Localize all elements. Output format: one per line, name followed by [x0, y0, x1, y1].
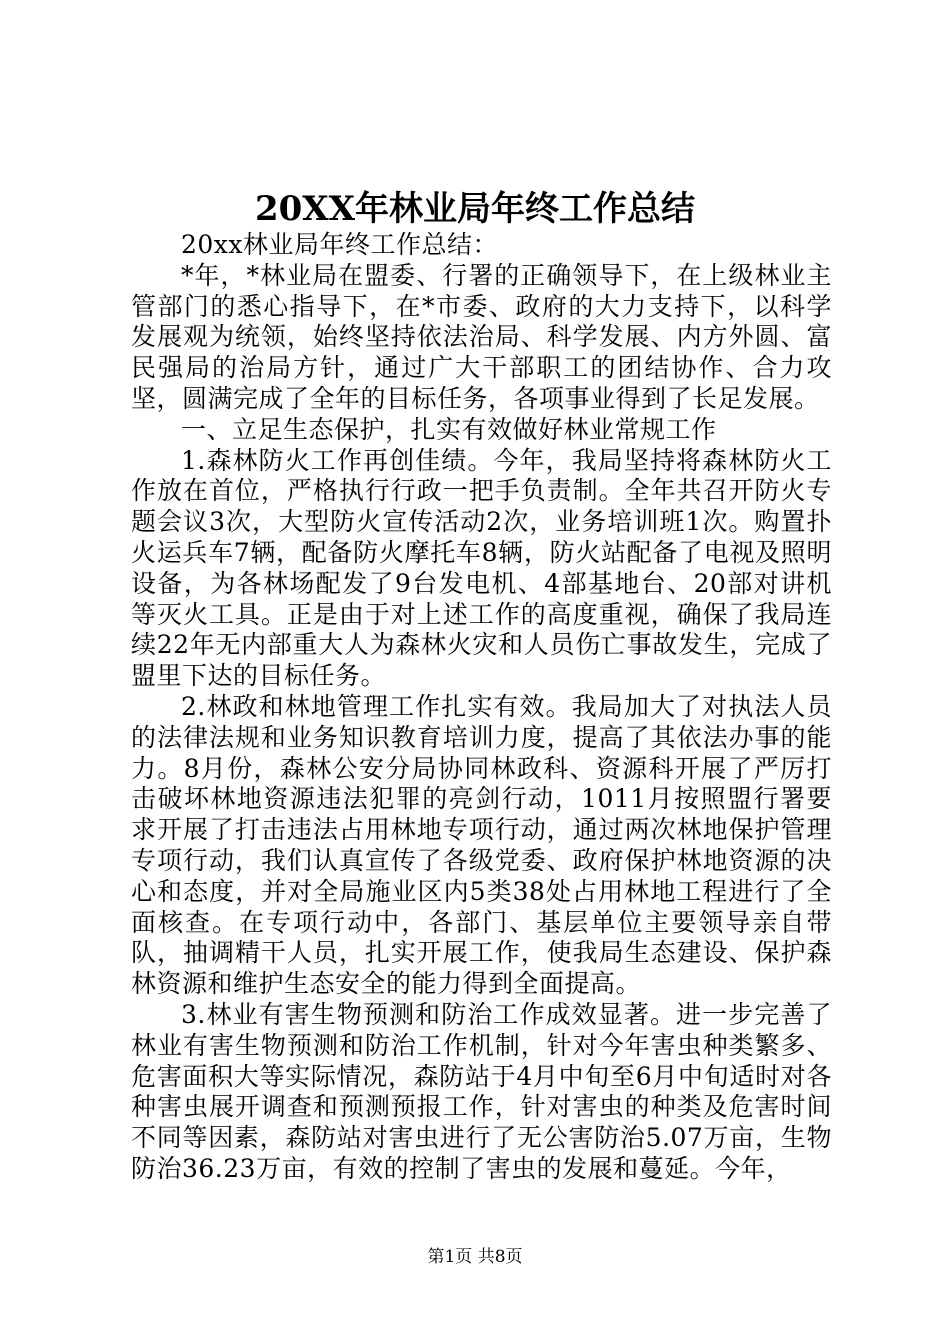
section-heading-1: 一、立足生态保护，扎实有效做好林业常规工作: [181, 414, 717, 444]
paragraph-fire-prevention: 1.森林防火工作再创佳绩。今年，我局坚持将森林防火工作放在首位，严格执行行政一把手负责制。全年共召开防火专题会议3次，大型防火宣传活动2次，业务培训班1次。购置扑火运兵车7辆，配备防火摩托车8辆，防火站配备了电视及照明设备，为各林场配发了9台发电机、4部基地台、20部对讲机等灭火工具。正是由于对上述工作的高度重视，确保了我局连续22年无内部重大人为森林火灾和人员伤亡事故发生，完成了盟里下达的目标任务。: [131, 445, 832, 691]
page-number-footer: 第1页 共8页: [427, 1247, 523, 1267]
paragraph-forest-land-management: 2.林政和林地管理工作扎实有效。我局加大了对执法人员的法律法规和业务知识教育培训力度，提高了其依法办事的能力。8月份，森林公安分局协同林政科、资源科开展了严厉打击破坏林地资源违法犯罪的亮剑行动，1011月按照盟行署要求开展了打击违法占用林地专项行动，通过两次林地保护管理专项行动，我们认真宣传了各级党委、政府保护林地资源的决心和态度，并对全局施业区内5类38处占用林地工程进行了全面核查。在专项行动中，各部门、基层单位主要领导亲自带队，抽调精干人员，扎实开展工作，使我局生态建设、保护森林资源和维护生态安全的能力得到全面提高。: [131, 691, 832, 999]
document-body: [131, 230, 832, 1185]
paragraph-intro: 20xx林业局年终工作总结：: [181, 230, 499, 259]
paragraph-summary: *年，*林业局在盟委、行署的正确领导下，在上级林业主管部门的悉心指导下，在*市委、政府的大力支持下，以科学发展观为统领，始终坚持依法治局、科学发展、内方外圆、富民强局的治局方针，通过广大干部职工的团结协作、合力攻坚，圆满完成了全年的目标任务，各项事业得到了长足发展。: [131, 260, 832, 413]
paragraph-pest-control: 3.林业有害生物预测和防治工作成效显著。进一步完善了林业有害生物预测和防治工作机制，针对今年害虫种类繁多、危害面积大等实际情况，森防站于4月中旬至6月中旬适时对各种害虫展开调查和预测预报工作，针对害虫的种类及危害时间不同等因素，森防站对害虫进行了无公害防治5.07万亩，生物防治36.23万亩，有效的控制了害虫的发展和蔓延。今年，: [131, 999, 832, 1183]
document-title: 20XX年林业局年终工作总结: [254, 189, 696, 229]
